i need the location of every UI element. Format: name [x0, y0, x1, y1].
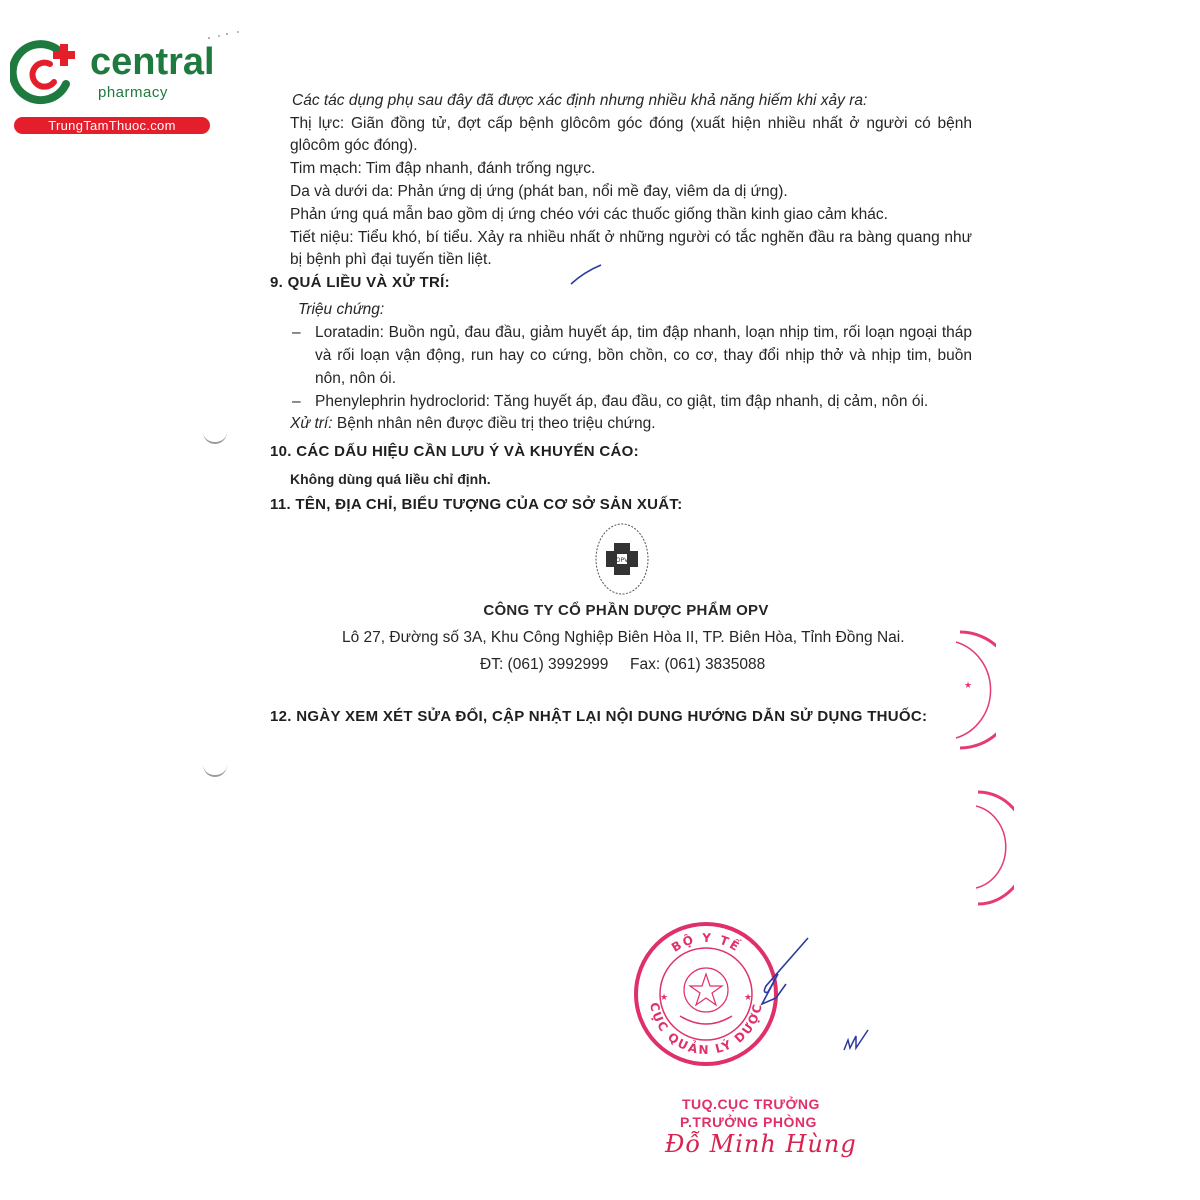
scan-speckle — [205, 28, 245, 42]
section9-heading: 9. QUÁ LIỀU VÀ XỬ TRÍ: — [270, 274, 450, 291]
company-fax: Fax: (061) 3835088 — [630, 656, 766, 673]
binder-hole — [203, 763, 227, 777]
treatment-label: Xử trí: — [290, 415, 333, 432]
section10-heading: 10. CÁC DẤU HIỆU CẦN LƯU Ý VÀ KHUYẾN CÁO: — [270, 443, 639, 460]
loratadin-line1: Loratadin: Buồn ngủ, đau đầu, giảm huyết áp, tim đập nhanh, loạn nhịp tim, rối loạn ngoại tháp — [315, 324, 972, 341]
site-link[interactable]: TrungTamThuoc.com — [14, 117, 210, 134]
brand-tagline: pharmacy — [98, 84, 168, 101]
partial-stamp-top — [950, 628, 996, 752]
side-effects-vision-line1: Thị lực: Giãn đồng tử, đợt cấp bệnh glôcôm góc đóng (xuất hiện nhiều nhất ở người có bệnh — [290, 115, 972, 132]
side-effects-allergy: Phản ứng quá mẫn bao gồm dị ứng chéo với các thuốc giống thần kinh giao cảm khác. — [290, 206, 888, 223]
bullet-dash: – — [292, 393, 301, 410]
side-effects-intro: Các tác dụng phụ sau đây đã được xác định nhưng nhiều khả năng hiếm khi xảy ra: — [292, 92, 868, 109]
side-effects-urinary-line2: bị bệnh phì đại tuyến tiền liệt. — [290, 251, 492, 268]
svg-text:BỘ Y TẾ — [669, 931, 744, 955]
loratadin-line2: và rối loạn vận động, run hay co cứng, bồn chồn, co cơ, thay đổi nhịp thở và nhịp tim, buồn — [315, 347, 972, 364]
pharmacy-cross-icon — [10, 40, 80, 106]
side-effects-cardio: Tim mạch: Tim đập nhanh, đánh trống ngực. — [290, 160, 596, 177]
stamp-bottom-text: CỤC QUẢN LÝ DƯỢC — [647, 1001, 765, 1058]
svg-text:★: ★ — [660, 992, 669, 1002]
svg-text:★: ★ — [964, 680, 973, 690]
signatory-name: Đỗ Minh Hùng — [665, 1130, 857, 1158]
brand-name: central — [90, 41, 215, 83]
symptoms-label: Triệu chứng: — [298, 301, 385, 318]
side-effects-vision-line2: glôcôm góc đóng). — [290, 137, 418, 154]
partial-stamp-bottom — [974, 788, 1014, 908]
opv-emblem-icon — [593, 521, 651, 597]
company-phone: ĐT: (061) 3992999 — [480, 656, 609, 673]
signature-scribble — [756, 934, 816, 1014]
pen-tick-mark — [568, 262, 604, 288]
phenylephrin-line: Phenylephrin hydroclorid: Tăng huyết áp, đau đầu, co giật, tim đập nhanh, dị cảm, nôn ói. — [315, 393, 929, 410]
bullet-dash: – — [292, 324, 301, 341]
section10-text: Không dùng quá liều chỉ định. — [290, 471, 491, 487]
binder-hole — [203, 430, 227, 444]
section11-heading: 11. TÊN, ĐỊA CHỈ, BIỂU TƯỢNG CỦA CƠ SỞ SẢN XUẤT: — [270, 496, 683, 513]
side-effects-skin: Da và dưới da: Phản ứng dị ứng (phát ban, nổi mề đay, viêm da dị ứng). — [290, 183, 788, 200]
central-pharmacy-logo[interactable] — [10, 38, 215, 138]
loratadin-line3: nôn, nôn ói. — [315, 370, 397, 387]
treatment-line — [290, 413, 656, 435]
svg-text:★: ★ — [744, 992, 753, 1002]
signature-title-2: P.TRƯỞNG PHÒNG — [680, 1114, 817, 1130]
side-effects-urinary-line1: Tiết niệu: Tiểu khó, bí tiểu. Xảy ra nhiều nhất ở những người có tắc nghẽn đầu ra bàng quang như — [290, 229, 972, 246]
section12-heading: 12. NGÀY XEM XÉT SỬA ĐỔI, CẬP NHẬT LẠI NỘI DUNG HƯỚNG DẪN SỬ DỤNG THUỐC: — [270, 708, 928, 725]
svg-text:OPV: OPV — [615, 557, 629, 564]
initials-scribble — [842, 1028, 872, 1054]
stamp-top-text: BỘ Y TẾ — [669, 930, 744, 955]
company-address: Lô 27, Đường số 3A, Khu Công Nghiệp Biên Hòa II, TP. Biên Hòa, Tỉnh Đồng Nai. — [342, 629, 905, 646]
company-name: CÔNG TY CỔ PHẦN DƯỢC PHẨM OPV — [483, 602, 769, 619]
signature-title-1: TUQ.CỤC TRƯỞNG — [682, 1096, 820, 1112]
treatment-text: Bệnh nhân nên được điều trị theo triệu chứng. — [336, 415, 656, 432]
